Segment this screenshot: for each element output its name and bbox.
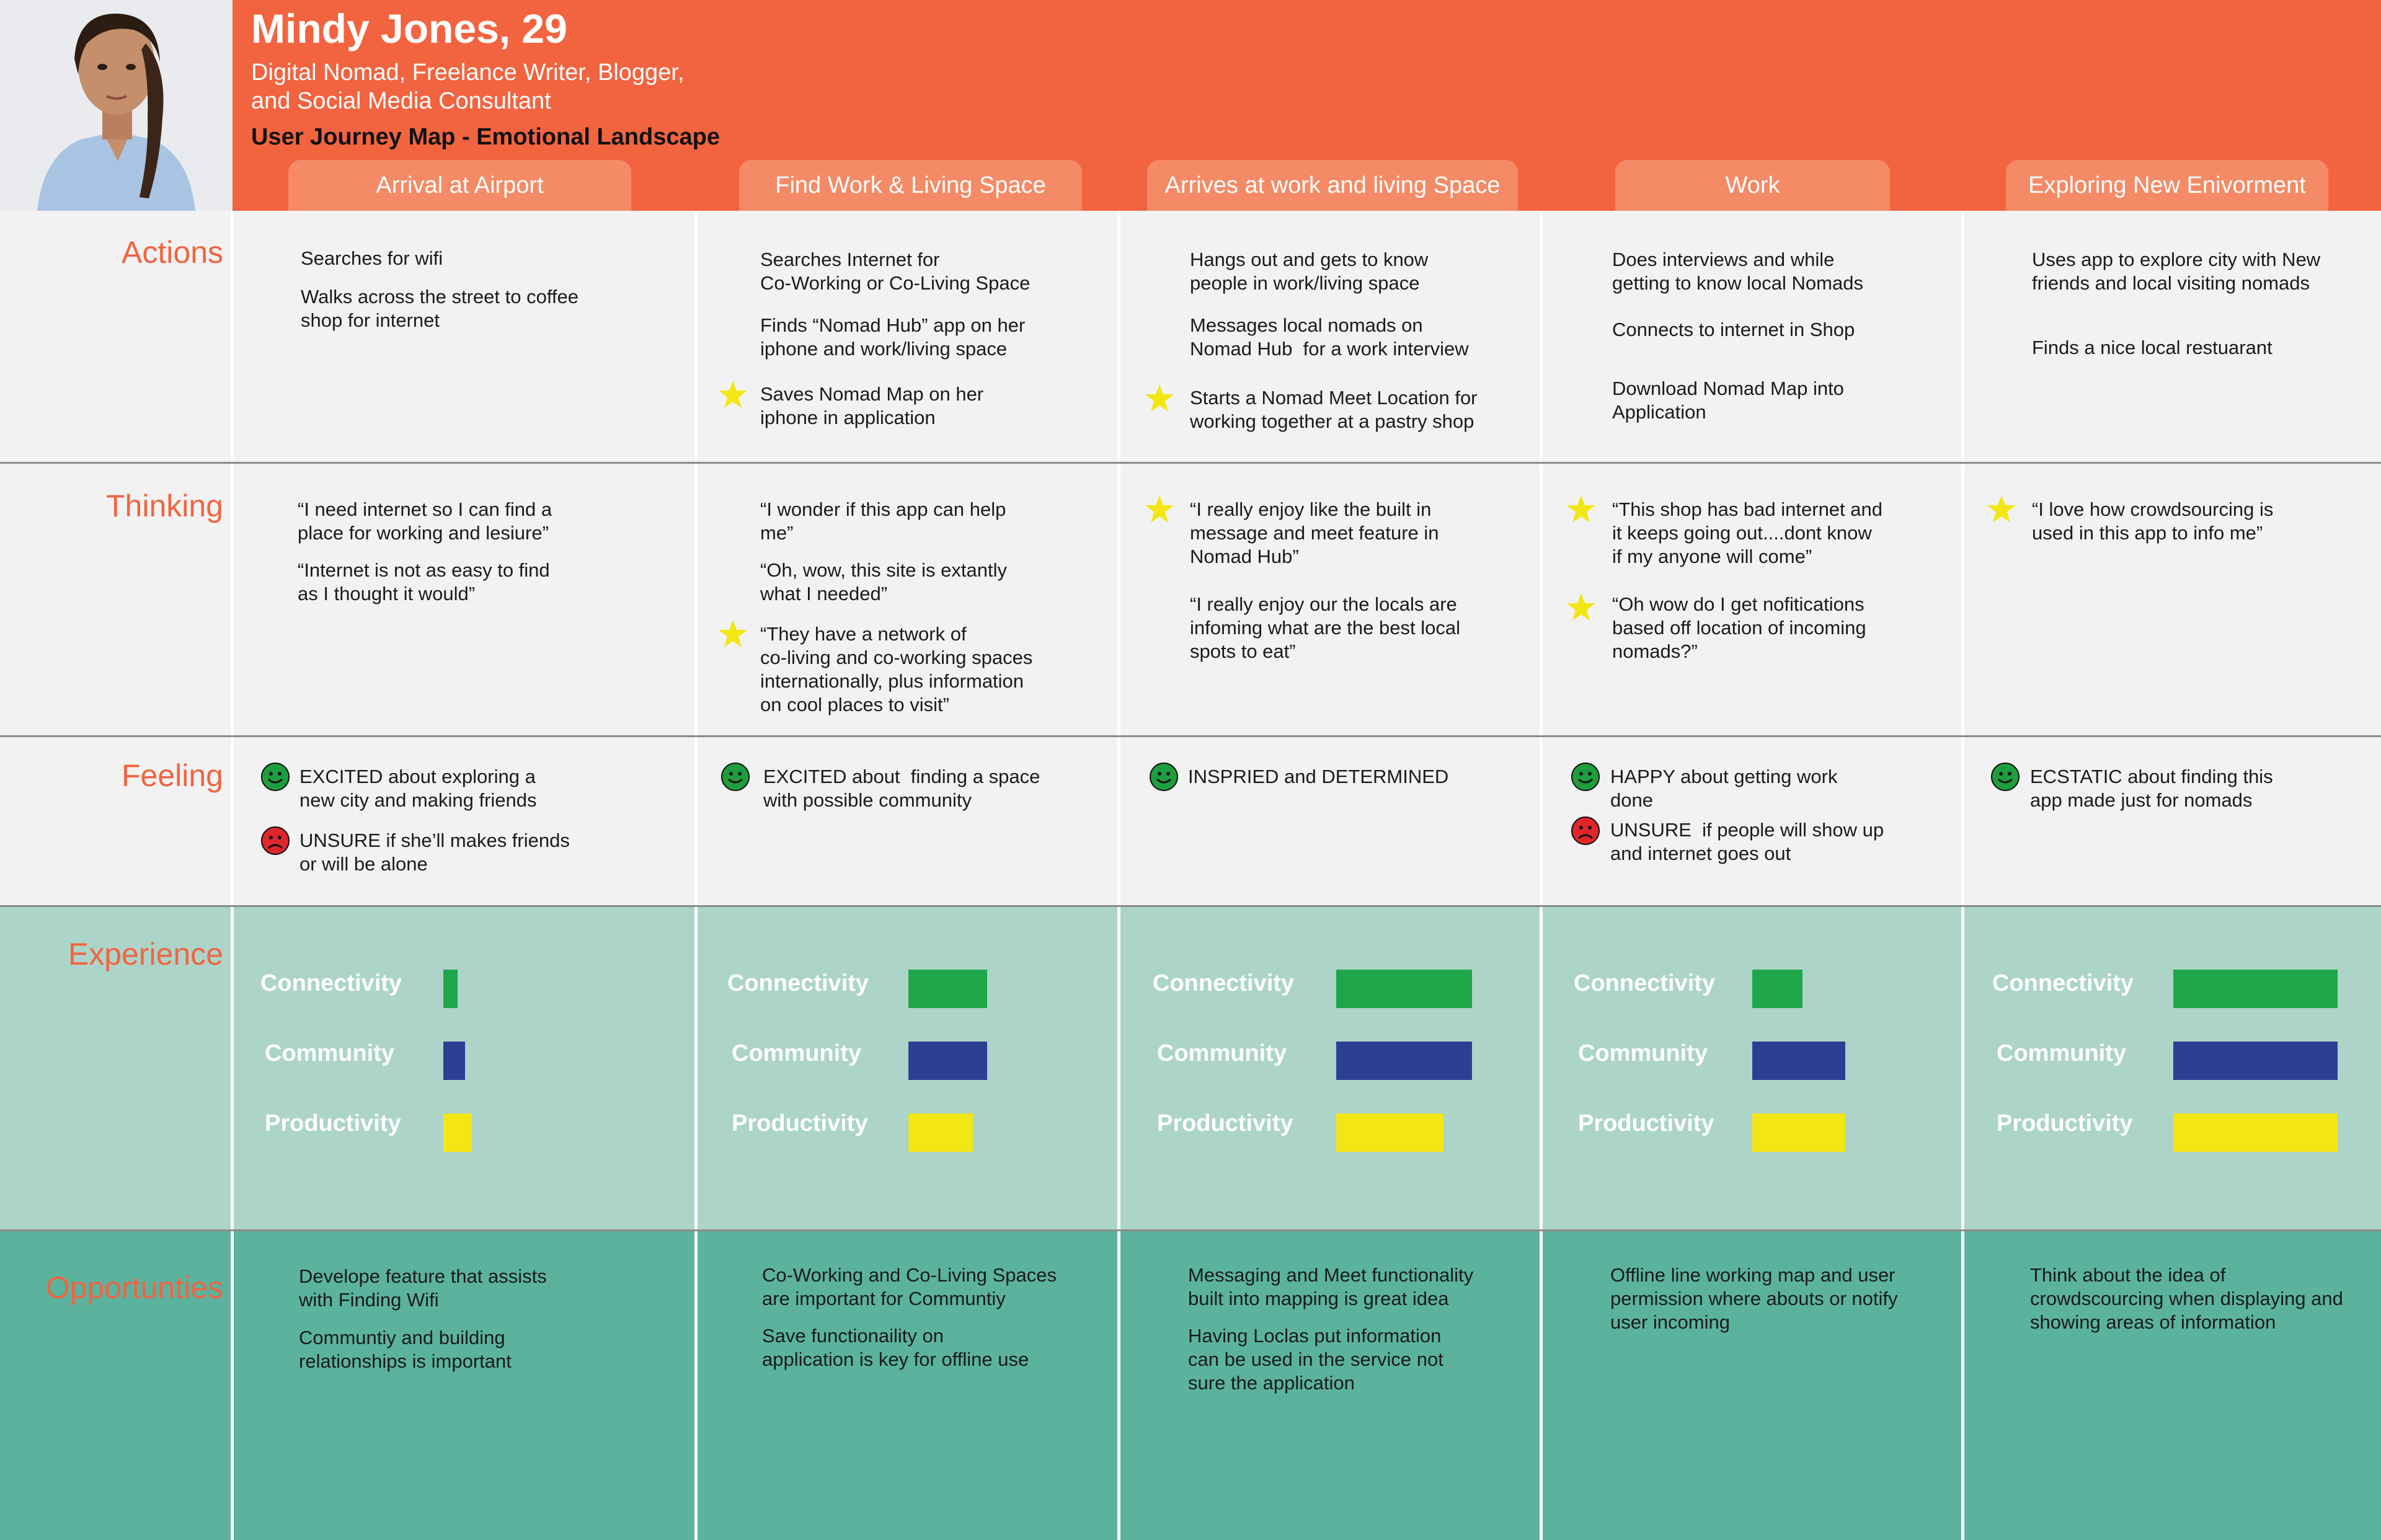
happy-face-icon <box>260 762 290 792</box>
action-item: Saves Nomad Map on her iphone in application <box>760 383 984 428</box>
productivity-bar <box>908 1113 973 1152</box>
connectivity-bar <box>1752 970 1802 1008</box>
productivity-bar <box>1336 1113 1443 1152</box>
action-item: Messages local nomads on Nomad Hub for a work interview <box>1190 314 1469 360</box>
phase-tab-1: Arrival at Airport <box>288 160 631 211</box>
productivity-bar <box>443 1113 472 1152</box>
thought-quote: “I wonder if this app can help me” <box>760 498 1006 544</box>
connectivity-bar <box>2173 970 2338 1008</box>
column-divider <box>1540 211 1543 1540</box>
opportunity-item: Offline line working map and user permission where abouts or notify user incoming <box>1610 1264 1898 1333</box>
metric-label-productivity: Productivity <box>1578 1110 1714 1136</box>
feeling-item: EXCITED about finding a space with possible community <box>763 766 1040 811</box>
thought-quote: “This shop has bad internet and it keeps going out....dont know if my anyone will come” <box>1612 498 1882 567</box>
experience-row-background <box>0 906 2381 1230</box>
metric-label-productivity: Productivity <box>732 1110 868 1136</box>
happy-face-icon <box>1571 762 1600 792</box>
productivity-bar <box>1752 1113 1845 1152</box>
action-item: Searches Internet for Co-Working or Co-Living Space <box>760 249 1031 294</box>
phase-tab-3: Arrives at work and living Space <box>1147 160 1518 211</box>
journey-map-title: User Journey Map - Emotional Landscape <box>251 124 720 150</box>
happy-face-icon <box>721 762 750 792</box>
opportunity-item: Having Loclas put information can be used in the service not sure the application <box>1188 1325 1443 1394</box>
feeling-item: HAPPY about getting work done <box>1610 766 1838 811</box>
column-divider <box>1961 211 1964 1540</box>
productivity-bar <box>2173 1113 2338 1152</box>
column-divider <box>231 211 234 1540</box>
opportunity-item: Develope feature that assists with Finding Wifi <box>299 1265 547 1311</box>
phase-tab-5: Exploring New Enivorment <box>2006 160 2328 211</box>
feeling-item: UNSURE if she’ll makes friends or will be alone <box>299 830 570 875</box>
metric-label-connectivity: Connectivity <box>1153 970 1295 996</box>
row-label-experience: Experience <box>68 937 223 971</box>
row-label-opportunities: Opportunties <box>45 1270 223 1305</box>
thought-quote: “I really enjoy like the built in message and meet feature in Nomad Hub” <box>1190 498 1439 567</box>
community-bar <box>1336 1042 1472 1080</box>
star-icon <box>717 379 748 410</box>
metric-label-connectivity: Connectivity <box>727 970 869 996</box>
metric-label-connectivity: Connectivity <box>260 970 402 996</box>
connectivity-bar <box>908 970 987 1008</box>
action-item: Starts a Nomad Meet Location for working together at a pastry shop <box>1190 387 1478 432</box>
opportunity-item: Messaging and Meet functionality built into mapping is great idea <box>1188 1264 1474 1309</box>
star-icon <box>1566 494 1597 525</box>
happy-face-icon <box>1149 762 1179 792</box>
metric-label-connectivity: Connectivity <box>1574 970 1716 996</box>
metric-label-community: Community <box>1157 1040 1287 1066</box>
row-label-actions: Actions <box>122 235 223 270</box>
metric-label-community: Community <box>1578 1040 1708 1066</box>
thought-quote: “I need internet so I can find a place for working and lesiure” <box>298 498 552 544</box>
opportunity-item: Communtiy and building relationships is important <box>299 1327 512 1372</box>
metric-label-community: Community <box>1997 1040 2126 1066</box>
star-icon <box>717 619 748 650</box>
happy-face-icon <box>1990 762 2020 792</box>
persona-role-line-1: Digital Nomad, Freelance Writer, Blogger, <box>251 60 685 86</box>
opportunity-item: Think about the idea of crowdscourcing when displaying and showing areas of information <box>2030 1264 2343 1333</box>
row-divider <box>0 905 2381 907</box>
feeling-item: UNSURE if people will show up and internet goes out <box>1610 819 1884 864</box>
thought-quote: “I love how crowdsourcing is used in this app to info me” <box>2032 498 2274 544</box>
community-bar <box>2173 1042 2338 1080</box>
metric-label-community: Community <box>732 1040 861 1066</box>
action-item: Walks across the street to coffee shop for internet <box>301 286 579 331</box>
thought-quote: “Internet is not as easy to find as I thought it would” <box>298 559 550 604</box>
thought-quote: “Oh, wow, this site is extantly what I needed” <box>760 559 1007 604</box>
action-item: Download Nomad Map into Application <box>1612 378 1844 423</box>
star-icon <box>1144 494 1175 525</box>
thought-quote: “Oh wow do I get nofitications based off location of incoming nomads?” <box>1612 593 1866 662</box>
action-item: Uses app to explore city with New friends and local visiting nomads <box>2032 249 2321 294</box>
connectivity-bar <box>443 970 458 1008</box>
feeling-item: ECSTATIC about finding this app made just for nomads <box>2030 766 2273 811</box>
persona-role-line-2: and Social Media Consultant <box>251 88 551 114</box>
persona-name: Mindy Jones, 29 <box>251 6 567 51</box>
column-divider <box>694 211 698 1540</box>
action-item: Connects to internet in Shop <box>1612 319 1855 340</box>
column-divider <box>1117 211 1120 1540</box>
action-item: Hangs out and gets to know people in work/living space <box>1190 249 1429 294</box>
thought-quote: “They have a network of co-living and co-working spaces internationally, plus information on cool places to visit” <box>760 623 1033 715</box>
action-item: Searches for wifi <box>301 247 443 269</box>
community-bar <box>443 1042 465 1080</box>
opportunity-item: Co-Working and Co-Living Spaces are important for Communtiy <box>762 1264 1057 1309</box>
connectivity-bar <box>1336 970 1472 1008</box>
action-item: Finds “Nomad Hub” app on her iphone and work/living space <box>760 314 1026 360</box>
row-divider <box>0 1229 2381 1231</box>
star-icon <box>1566 592 1597 623</box>
row-label-feeling: Feeling <box>122 758 223 793</box>
community-bar <box>908 1042 987 1080</box>
star-icon <box>1144 383 1175 414</box>
row-label-thinking: Thinking <box>106 489 223 523</box>
feeling-item: INSPRIED and DETERMINED <box>1188 766 1449 787</box>
star-icon <box>1986 494 2017 525</box>
feeling-item: EXCITED about exploring a new city and making friends <box>299 766 537 811</box>
action-item: Finds a nice local restuarant <box>2032 337 2272 358</box>
persona-photo <box>0 0 233 211</box>
opportunity-item: Save functionaility on application is key for offline use <box>762 1325 1029 1370</box>
row-divider <box>0 735 2381 737</box>
phase-tab-2: Find Work & Living Space <box>739 160 1082 211</box>
metric-label-connectivity: Connectivity <box>1992 970 2134 996</box>
thought-quote: “I really enjoy our the locals are infoming what are the best local spots to eat” <box>1190 593 1460 662</box>
metric-label-productivity: Productivity <box>1997 1110 2133 1136</box>
sad-face-icon <box>1571 816 1600 846</box>
sad-face-icon <box>260 826 290 856</box>
row-divider <box>0 462 2381 464</box>
action-item: Does interviews and while getting to know local Nomads <box>1612 249 1863 294</box>
metric-label-productivity: Productivity <box>265 1110 401 1136</box>
phase-tab-4: Work <box>1615 160 1890 211</box>
metric-label-community: Community <box>265 1040 394 1066</box>
metric-label-productivity: Productivity <box>1157 1110 1293 1136</box>
community-bar <box>1752 1042 1845 1080</box>
